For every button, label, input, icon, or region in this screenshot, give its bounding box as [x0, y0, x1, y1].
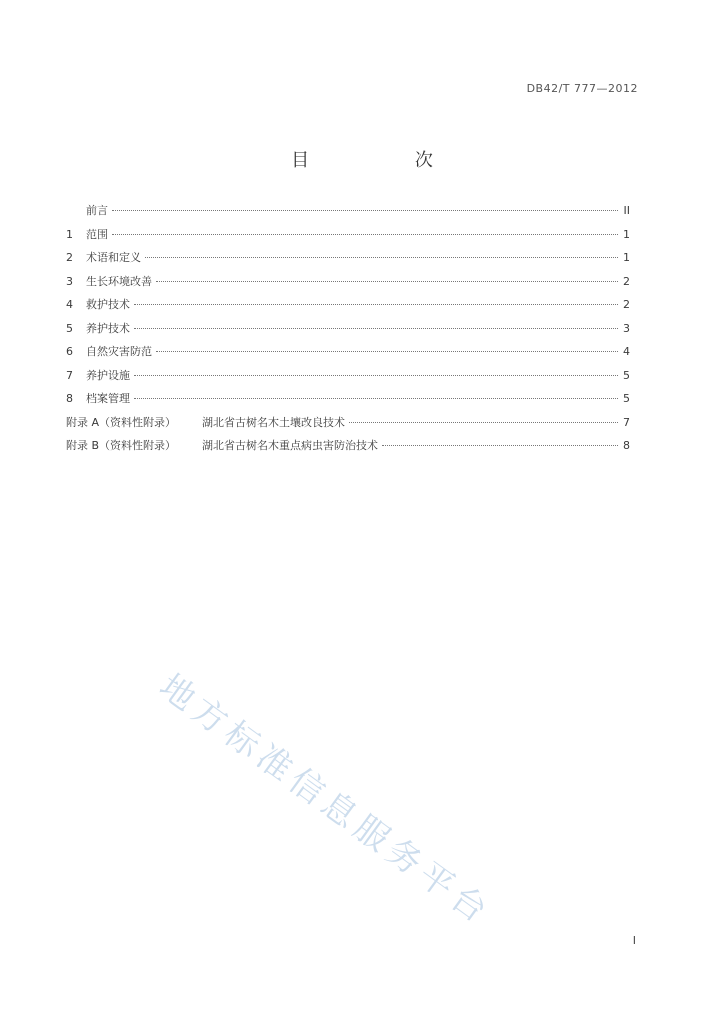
toc-entry-page: 8 [623, 439, 630, 452]
toc-entry-annex-prefix: 附录 B（资料性附录） [66, 439, 177, 452]
toc-entry-label: 救护技术 [86, 298, 130, 311]
toc-dot-leader [134, 398, 618, 399]
toc-entry-number: 6 [66, 345, 73, 358]
watermark: 地方标准信息服务平台 [151, 666, 499, 934]
toc-entry-page: 3 [623, 321, 630, 335]
toc-entry-page: 2 [623, 274, 630, 288]
toc-entry-label: 养护设施 [86, 368, 130, 382]
page-title: 目 次 [291, 150, 483, 171]
toc-dot-leader [145, 257, 618, 258]
document-code: DB42/T 777—2012 [526, 82, 638, 95]
toc-entry[interactable] [66, 367, 630, 391]
page-number: I [632, 934, 636, 947]
toc-entry-number: 8 [66, 392, 73, 405]
toc-entry[interactable] [66, 414, 630, 438]
toc-entry-label: 生长环境改善 [86, 274, 152, 288]
toc-entry-label: 养护技术 [86, 321, 130, 335]
toc-entry[interactable] [66, 390, 630, 414]
toc-entry-page: 2 [623, 298, 630, 311]
toc-entry-number: 5 [66, 321, 73, 335]
toc-entry[interactable] [66, 437, 630, 461]
toc-dot-leader [156, 351, 618, 352]
toc-entry[interactable] [66, 296, 630, 320]
toc-entry-page: 5 [623, 368, 630, 382]
toc-dot-leader [112, 234, 618, 235]
toc-entry-number: 2 [66, 251, 73, 264]
toc-entry-page: 1 [623, 227, 630, 241]
toc-entry-page: 7 [623, 415, 630, 429]
toc-entry-page: 5 [623, 392, 630, 405]
toc-entry-number: 3 [66, 274, 73, 288]
toc-dot-leader [156, 281, 618, 282]
toc-entry-page: II [623, 204, 630, 217]
toc-entry-page: 1 [623, 251, 630, 264]
toc-entry-number: 7 [66, 368, 73, 382]
toc-entry[interactable] [66, 273, 630, 297]
toc-dot-leader [134, 304, 618, 305]
toc-entry-label: 档案管理 [86, 392, 130, 405]
toc-entry-label: 自然灾害防范 [86, 345, 152, 358]
toc-dot-leader [134, 375, 618, 376]
toc-dot-leader [134, 328, 618, 329]
toc-entry[interactable] [66, 343, 630, 367]
toc-entry[interactable] [66, 249, 630, 273]
toc-entry-label: 术语和定义 [86, 251, 141, 264]
toc-dot-leader [382, 445, 618, 446]
toc-entry-page: 4 [623, 345, 630, 358]
toc-entry-label: 前言 [86, 204, 108, 217]
toc-dot-leader [112, 210, 618, 211]
toc-entry-annex-prefix: 附录 A（资料性附录） [66, 415, 177, 429]
toc-entry-label: 湖北省古树名木土壤改良技术 [202, 415, 345, 429]
toc-entry-label: 湖北省古树名木重点病虫害防治技术 [202, 439, 378, 452]
toc-entry-label: 范围 [86, 227, 108, 241]
toc-entry-number: 1 [66, 227, 73, 241]
toc-dot-leader [349, 422, 618, 423]
toc-entry[interactable] [66, 320, 630, 344]
toc-entry[interactable] [66, 226, 630, 250]
toc-entry-number: 4 [66, 298, 73, 311]
table-of-contents [66, 202, 630, 461]
toc-entry[interactable] [66, 202, 630, 226]
